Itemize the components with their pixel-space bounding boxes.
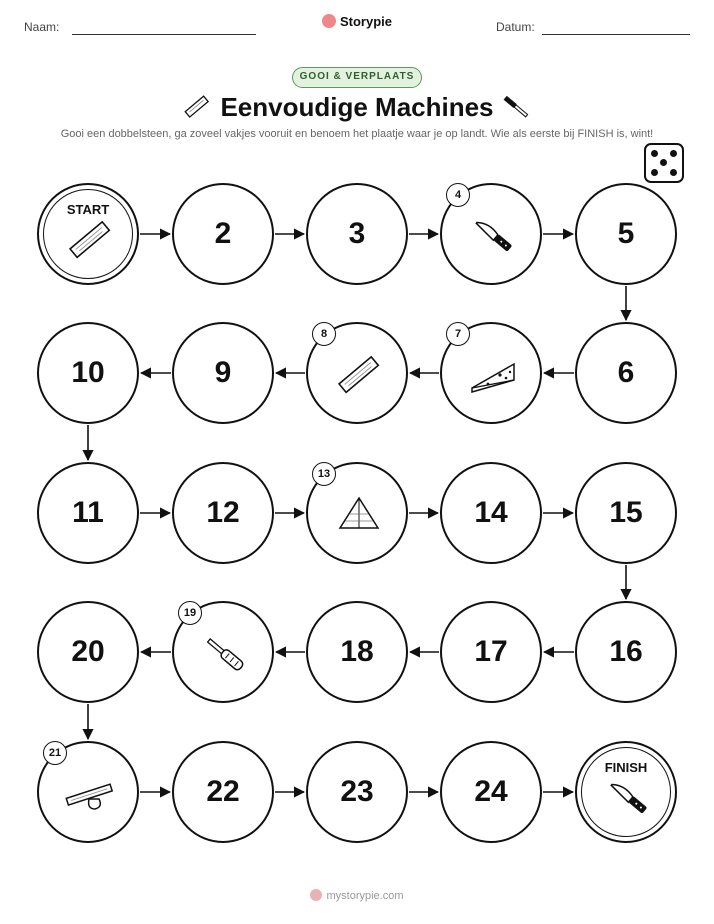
board-space-22 xyxy=(172,741,274,843)
wedge-icon xyxy=(468,350,518,400)
space-number-badge: 13 xyxy=(312,462,336,486)
footer-url: mystorypie.com xyxy=(326,890,404,902)
board-space-23 xyxy=(306,741,408,843)
space-number: 9 xyxy=(214,356,232,389)
brand-name: Storypie xyxy=(339,14,392,29)
space-number: 5 xyxy=(617,217,635,250)
board-space-6 xyxy=(575,322,677,424)
space-number-badge: 7 xyxy=(446,322,470,346)
board-space-9 xyxy=(172,322,274,424)
board-space-1 xyxy=(37,183,139,285)
name-label: Naam: xyxy=(24,20,60,34)
space-number-badge: 19 xyxy=(178,601,202,625)
finish-label: FINISH xyxy=(604,760,648,775)
board-space-19 xyxy=(172,601,274,703)
board-space-17 xyxy=(440,601,542,703)
date-label: Datum: xyxy=(496,20,535,34)
space-number: 14 xyxy=(474,496,508,529)
space-number: 6 xyxy=(617,356,635,389)
start-label: START xyxy=(66,202,110,217)
space-number: 11 xyxy=(72,496,104,529)
board-space-4 xyxy=(440,183,542,285)
knife-icon xyxy=(603,773,653,823)
board-space-2 xyxy=(172,183,274,285)
space-number: 15 xyxy=(609,496,643,529)
space-number: 12 xyxy=(206,496,240,529)
space-number: 20 xyxy=(71,635,105,668)
board-space-11 xyxy=(37,462,139,564)
space-number: 10 xyxy=(71,356,105,389)
board-space-12 xyxy=(172,462,274,564)
board-space-20 xyxy=(37,601,139,703)
board-space-24 xyxy=(440,741,542,843)
space-number-badge: 21 xyxy=(43,741,67,765)
knife-icon xyxy=(468,211,518,261)
board-space-3 xyxy=(306,183,408,285)
board-space-10 xyxy=(37,322,139,424)
footer xyxy=(0,889,714,902)
activity-badge: GOOI & VERPLAATS xyxy=(292,67,422,88)
space-number: 16 xyxy=(609,635,643,668)
pyramid-icon xyxy=(334,490,384,540)
board-space-15 xyxy=(575,462,677,564)
space-number: 18 xyxy=(340,635,374,668)
board-space-21 xyxy=(37,741,139,843)
space-number: 17 xyxy=(474,635,508,668)
seesaw-icon xyxy=(65,769,115,819)
space-number: 2 xyxy=(214,217,232,250)
board-space-7 xyxy=(440,322,542,424)
board-space-13 xyxy=(306,462,408,564)
storypie-logo-icon xyxy=(310,889,322,901)
space-number-badge: 8 xyxy=(312,322,336,346)
board-space-25 xyxy=(575,741,677,843)
space-number: 23 xyxy=(340,775,374,808)
space-number-badge: 4 xyxy=(446,183,470,207)
plank-icon xyxy=(334,350,384,400)
board-space-8 xyxy=(306,322,408,424)
board-space-18 xyxy=(306,601,408,703)
plank-icon xyxy=(65,215,115,265)
space-number: 24 xyxy=(474,775,508,808)
space-number: 22 xyxy=(206,775,240,808)
board-space-14 xyxy=(440,462,542,564)
board-space-16 xyxy=(575,601,677,703)
screwdriver-icon xyxy=(200,629,250,679)
page-title: Eenvoudige Machines xyxy=(220,92,494,122)
instructions: Gooi een dobbelsteen, ga zoveel vakjes vooruit en benoem het plaatje waar je op landt. Wie als eerste bij FINISH is, wint! xyxy=(60,128,654,140)
space-number: 3 xyxy=(348,217,366,250)
board-space-5 xyxy=(575,183,677,285)
